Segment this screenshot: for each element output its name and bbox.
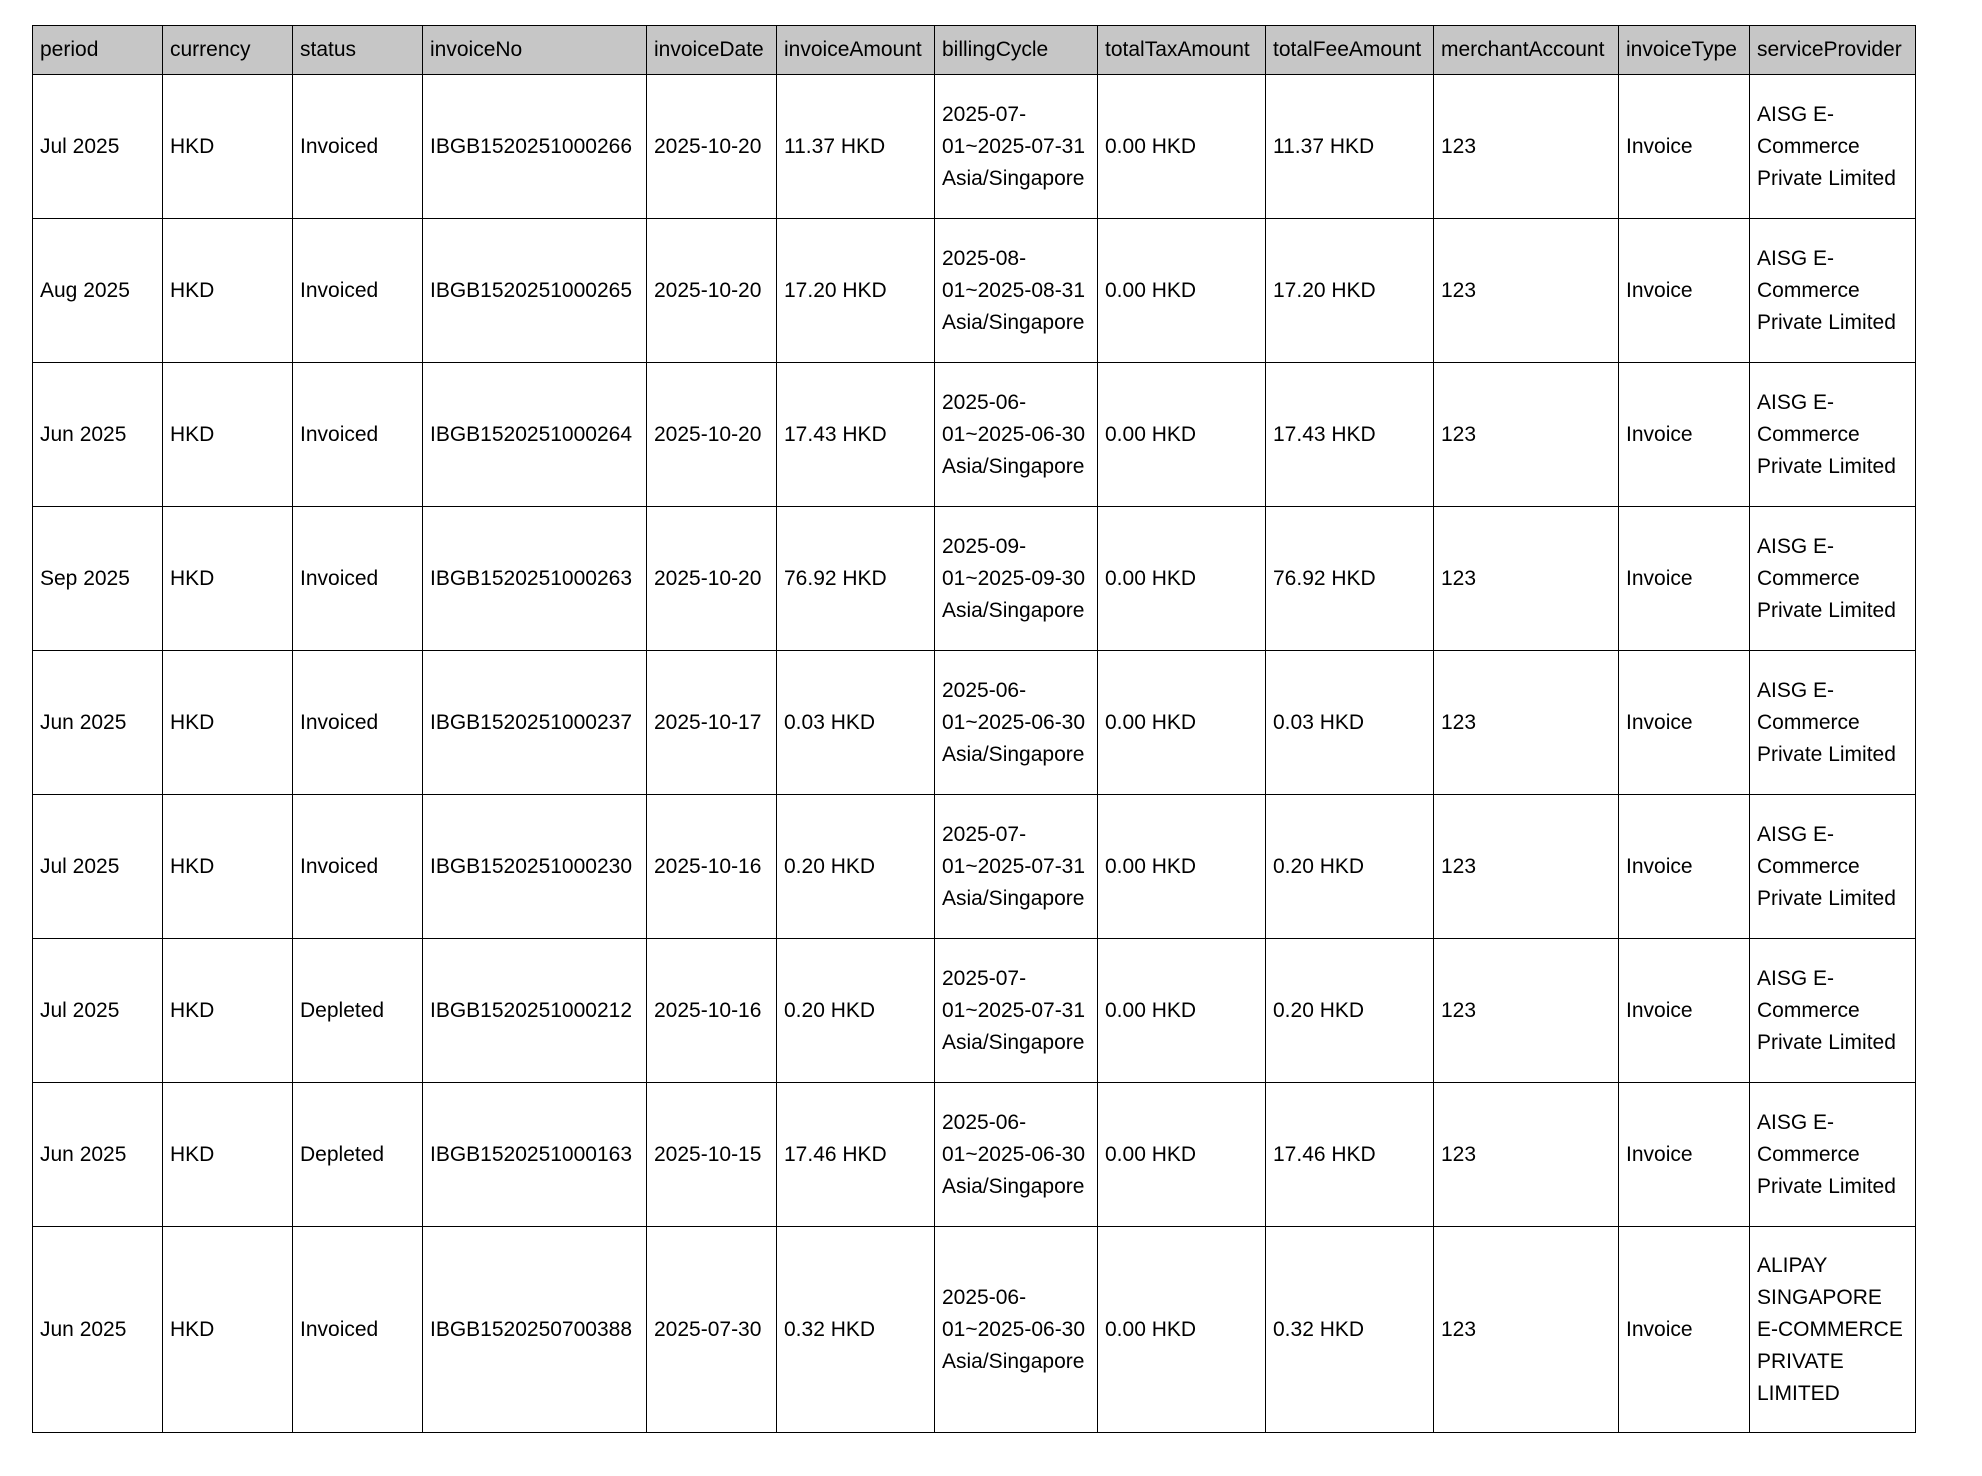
cell-merchant-account: 123 (1434, 507, 1619, 651)
cell-total-fee-amount: 0.20 HKD (1266, 939, 1434, 1083)
cell-total-fee-amount: 11.37 HKD (1266, 75, 1434, 219)
cell-service-provider: AISG E-Commerce Private Limited (1750, 939, 1916, 1083)
cell-service-provider: AISG E-Commerce Private Limited (1750, 651, 1916, 795)
cell-service-provider: AISG E-Commerce Private Limited (1750, 75, 1916, 219)
cell-total-fee-amount: 0.32 HKD (1266, 1227, 1434, 1433)
cell-total-tax-amount: 0.00 HKD (1098, 507, 1266, 651)
cell-currency: HKD (163, 507, 293, 651)
cell-invoice-date: 2025-10-15 (647, 1083, 777, 1227)
cell-invoice-type: Invoice (1619, 651, 1750, 795)
cell-billing-cycle: 2025-06-01~2025-06-30 Asia/Singapore (935, 363, 1098, 507)
cell-invoice-no: IBGB1520251000263 (423, 507, 647, 651)
cell-merchant-account: 123 (1434, 651, 1619, 795)
column-header-status: status (293, 26, 423, 75)
cell-invoice-type: Invoice (1619, 1227, 1750, 1433)
cell-currency: HKD (163, 219, 293, 363)
cell-invoice-no: IBGB1520251000266 (423, 75, 647, 219)
cell-invoice-type: Invoice (1619, 1083, 1750, 1227)
cell-invoice-type: Invoice (1619, 795, 1750, 939)
table-row (33, 651, 1916, 795)
cell-invoice-amount: 17.43 HKD (777, 363, 935, 507)
cell-invoice-amount: 0.32 HKD (777, 1227, 935, 1433)
column-header-merchant-account: merchantAccount (1434, 26, 1619, 75)
cell-total-fee-amount: 76.92 HKD (1266, 507, 1434, 651)
column-header-billing-cycle: billingCycle (935, 26, 1098, 75)
cell-invoice-date: 2025-07-30 (647, 1227, 777, 1433)
cell-invoice-date: 2025-10-16 (647, 939, 777, 1083)
cell-total-fee-amount: 17.46 HKD (1266, 1083, 1434, 1227)
cell-currency: HKD (163, 75, 293, 219)
cell-billing-cycle: 2025-07-01~2025-07-31 Asia/Singapore (935, 795, 1098, 939)
cell-invoice-date: 2025-10-20 (647, 507, 777, 651)
table-row (33, 75, 1916, 219)
cell-total-tax-amount: 0.00 HKD (1098, 219, 1266, 363)
table-header (33, 26, 1916, 75)
cell-invoice-amount: 0.20 HKD (777, 795, 935, 939)
header-row (33, 26, 1916, 75)
cell-merchant-account: 123 (1434, 75, 1619, 219)
column-header-total-fee-amount: totalFeeAmount (1266, 26, 1434, 75)
cell-billing-cycle: 2025-07-01~2025-07-31 Asia/Singapore (935, 75, 1098, 219)
cell-period: Jul 2025 (33, 939, 163, 1083)
cell-invoice-type: Invoice (1619, 219, 1750, 363)
cell-invoice-date: 2025-10-20 (647, 219, 777, 363)
cell-total-tax-amount: 0.00 HKD (1098, 363, 1266, 507)
cell-service-provider: AISG E-Commerce Private Limited (1750, 795, 1916, 939)
cell-merchant-account: 123 (1434, 795, 1619, 939)
cell-invoice-no: IBGB1520250700388 (423, 1227, 647, 1433)
cell-invoice-no: IBGB1520251000212 (423, 939, 647, 1083)
table-body (33, 75, 1916, 1433)
cell-invoice-no: IBGB1520251000163 (423, 1083, 647, 1227)
column-header-invoice-amount: invoiceAmount (777, 26, 935, 75)
cell-period: Jun 2025 (33, 651, 163, 795)
cell-invoice-amount: 0.03 HKD (777, 651, 935, 795)
cell-status: Depleted (293, 939, 423, 1083)
cell-period: Jul 2025 (33, 795, 163, 939)
cell-invoice-date: 2025-10-20 (647, 363, 777, 507)
cell-total-fee-amount: 0.03 HKD (1266, 651, 1434, 795)
cell-total-tax-amount: 0.00 HKD (1098, 1083, 1266, 1227)
cell-service-provider: ALIPAY SINGAPORE E-COMMERCE PRIVATE LIMITED (1750, 1227, 1916, 1433)
cell-currency: HKD (163, 651, 293, 795)
cell-status: Invoiced (293, 219, 423, 363)
cell-merchant-account: 123 (1434, 219, 1619, 363)
cell-period: Jun 2025 (33, 1083, 163, 1227)
cell-total-fee-amount: 17.43 HKD (1266, 363, 1434, 507)
cell-invoice-type: Invoice (1619, 75, 1750, 219)
cell-total-tax-amount: 0.00 HKD (1098, 651, 1266, 795)
cell-invoice-date: 2025-10-17 (647, 651, 777, 795)
table-row (33, 1083, 1916, 1227)
cell-total-fee-amount: 0.20 HKD (1266, 795, 1434, 939)
cell-billing-cycle: 2025-08-01~2025-08-31 Asia/Singapore (935, 219, 1098, 363)
cell-service-provider: AISG E-Commerce Private Limited (1750, 1083, 1916, 1227)
cell-status: Invoiced (293, 795, 423, 939)
cell-invoice-no: IBGB1520251000237 (423, 651, 647, 795)
column-header-period: period (33, 26, 163, 75)
cell-invoice-type: Invoice (1619, 363, 1750, 507)
cell-period: Sep 2025 (33, 507, 163, 651)
cell-invoice-type: Invoice (1619, 939, 1750, 1083)
cell-total-tax-amount: 0.00 HKD (1098, 939, 1266, 1083)
cell-service-provider: AISG E-Commerce Private Limited (1750, 219, 1916, 363)
cell-invoice-amount: 11.37 HKD (777, 75, 935, 219)
table-row (33, 507, 1916, 651)
cell-billing-cycle: 2025-06-01~2025-06-30 Asia/Singapore (935, 1227, 1098, 1433)
column-header-invoice-no: invoiceNo (423, 26, 647, 75)
invoice-table (32, 25, 1916, 1433)
column-header-total-tax-amount: totalTaxAmount (1098, 26, 1266, 75)
cell-status: Invoiced (293, 651, 423, 795)
cell-service-provider: AISG E-Commerce Private Limited (1750, 507, 1916, 651)
cell-billing-cycle: 2025-06-01~2025-06-30 Asia/Singapore (935, 651, 1098, 795)
cell-merchant-account: 123 (1434, 363, 1619, 507)
cell-status: Invoiced (293, 75, 423, 219)
cell-merchant-account: 123 (1434, 1083, 1619, 1227)
table-row (33, 363, 1916, 507)
cell-invoice-date: 2025-10-16 (647, 795, 777, 939)
cell-currency: HKD (163, 795, 293, 939)
cell-status: Depleted (293, 1083, 423, 1227)
cell-invoice-no: IBGB1520251000265 (423, 219, 647, 363)
cell-billing-cycle: 2025-06-01~2025-06-30 Asia/Singapore (935, 1083, 1098, 1227)
cell-status: Invoiced (293, 363, 423, 507)
cell-total-tax-amount: 0.00 HKD (1098, 75, 1266, 219)
cell-status: Invoiced (293, 1227, 423, 1433)
cell-status: Invoiced (293, 507, 423, 651)
column-header-service-provider: serviceProvider (1750, 26, 1916, 75)
cell-invoice-amount: 17.20 HKD (777, 219, 935, 363)
cell-period: Jun 2025 (33, 1227, 163, 1433)
cell-invoice-amount: 76.92 HKD (777, 507, 935, 651)
cell-total-fee-amount: 17.20 HKD (1266, 219, 1434, 363)
cell-service-provider: AISG E-Commerce Private Limited (1750, 363, 1916, 507)
cell-currency: HKD (163, 363, 293, 507)
cell-currency: HKD (163, 1083, 293, 1227)
cell-merchant-account: 123 (1434, 939, 1619, 1083)
table-row (33, 795, 1916, 939)
table-row (33, 219, 1916, 363)
cell-billing-cycle: 2025-07-01~2025-07-31 Asia/Singapore (935, 939, 1098, 1083)
cell-invoice-amount: 17.46 HKD (777, 1083, 935, 1227)
cell-invoice-date: 2025-10-20 (647, 75, 777, 219)
cell-currency: HKD (163, 939, 293, 1083)
column-header-invoice-date: invoiceDate (647, 26, 777, 75)
cell-total-tax-amount: 0.00 HKD (1098, 795, 1266, 939)
cell-invoice-amount: 0.20 HKD (777, 939, 935, 1083)
cell-period: Jul 2025 (33, 75, 163, 219)
cell-invoice-no: IBGB1520251000230 (423, 795, 647, 939)
cell-currency: HKD (163, 1227, 293, 1433)
table-row (33, 939, 1916, 1083)
cell-invoice-no: IBGB1520251000264 (423, 363, 647, 507)
cell-total-tax-amount: 0.00 HKD (1098, 1227, 1266, 1433)
cell-billing-cycle: 2025-09-01~2025-09-30 Asia/Singapore (935, 507, 1098, 651)
cell-period: Jun 2025 (33, 363, 163, 507)
cell-period: Aug 2025 (33, 219, 163, 363)
cell-invoice-type: Invoice (1619, 507, 1750, 651)
cell-merchant-account: 123 (1434, 1227, 1619, 1433)
table-row (33, 1227, 1916, 1433)
column-header-currency: currency (163, 26, 293, 75)
column-header-invoice-type: invoiceType (1619, 26, 1750, 75)
